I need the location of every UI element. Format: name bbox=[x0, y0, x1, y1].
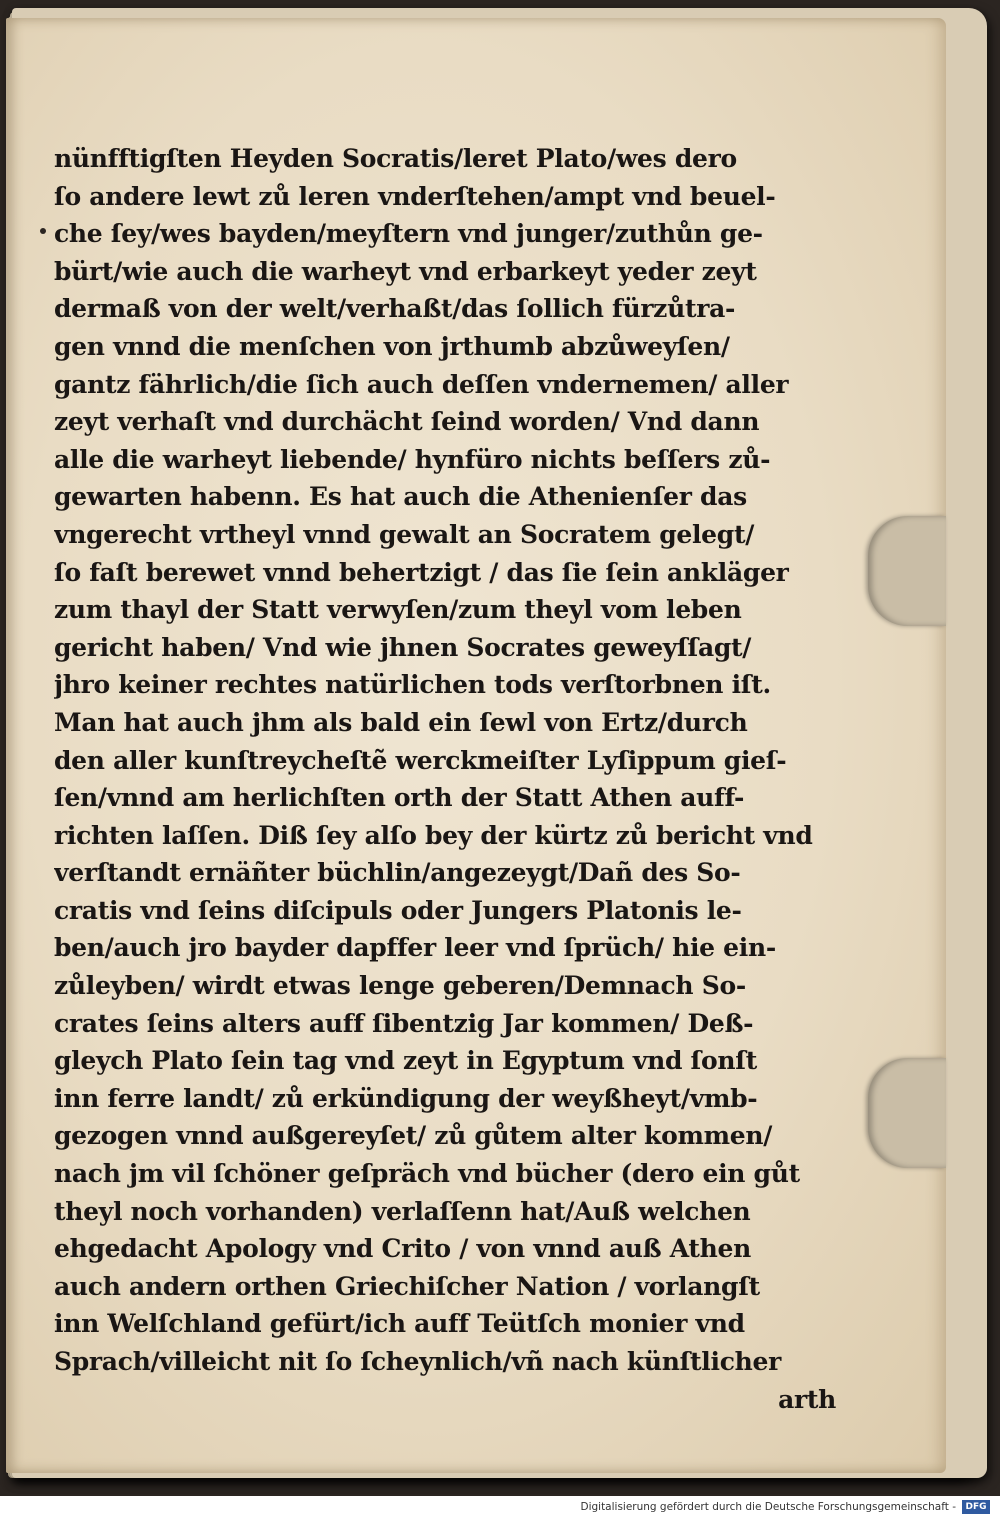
text-line: crates ſeins alters auff ſibentzig Jar kommen/ Deß- bbox=[54, 1008, 754, 1038]
text-line: Man hat auch jhm als bald ein ſewl von Ertz/durch bbox=[54, 707, 748, 737]
text-line: vngerecht vrtheyl vnnd gewalt an Socratem gelegt/ bbox=[54, 519, 755, 549]
text-line: nach jm vil ſchöner geſpräch vnd bücher (dero ein gůt bbox=[54, 1159, 800, 1189]
text-line: ben/auch jro bayder dapffer leer vnd ſprüch/ hie ein- bbox=[54, 933, 776, 963]
text-line: den aller kunſtreycheſtẽ werckmeiſter Lyſippum gieſ- bbox=[54, 745, 787, 775]
funding-credit: Digitalisierung gefördert durch die Deutsche Forschungsgemeinschaft - bbox=[580, 1501, 956, 1513]
text-line: gericht haben/ Vnd wie jhnen Socrates geweyſſagt/ bbox=[54, 632, 752, 662]
catchword: arth bbox=[778, 1384, 836, 1414]
text-line: jhro keiner rechtes natürlichen tods verſtorbnen iſt. bbox=[54, 670, 771, 700]
text-line: inn Welſchland gefürt/ich auff Teütſch monier vnd bbox=[54, 1309, 745, 1339]
text-line: verſtandt ernäñter büchlin/angezeygt/Dañ des So- bbox=[54, 858, 741, 888]
text-line: gantz fährlich/die ſich auch deſſen vndernemen/ aller bbox=[54, 369, 789, 399]
margin-mark bbox=[40, 228, 46, 234]
text-line: gezogen vnnd außgereyſet/ zů gůtem alter kommen/ bbox=[54, 1121, 773, 1151]
text-line: ſen/vnnd am herlichſten orth der Statt Athen auff- bbox=[54, 783, 745, 813]
text-line: ehgedacht Apology vnd Crito / von vnnd auß Athen bbox=[54, 1234, 752, 1264]
clip-tab bbox=[868, 1058, 946, 1168]
text-line: richten laſſen. Diß ſey alſo bey der kürtz zů bericht vnd bbox=[54, 820, 813, 850]
text-line: nünfftigſten Heyden Socratis/leret Plato/wes dero bbox=[54, 144, 737, 173]
text-line: zeyt verhaſt vnd durchächt ſeind worden/ Vnd dann bbox=[54, 407, 760, 437]
text-line: inn ferre landt/ zů erkündigung der weyßheyt/vmb- bbox=[54, 1083, 758, 1113]
text-line: theyl noch vorhanden) verlaſſenn hat/Auß welchen bbox=[54, 1196, 751, 1226]
text-line: alle die warheyt liebende/ hynfüro nichts beſſers zů- bbox=[54, 444, 771, 474]
text-line: gen vnnd die menſchen von jrthumb abzůweyſen/ bbox=[54, 331, 730, 361]
text-line: zůleyben/ wirdt etwas lenge geberen/Demnach So- bbox=[54, 971, 746, 1001]
dfg-logo[interactable]: DFG bbox=[962, 1500, 990, 1514]
text-line: bürt/wie auch die warheyt vnd erbarkeyt yeder zeyt bbox=[54, 256, 757, 286]
text-line: che ſey/wes bayden/meyſtern vnd junger/zuthůn ge- bbox=[54, 219, 763, 249]
text-line: gewarten habenn. Es hat auch die Athenienſer das bbox=[54, 482, 747, 512]
text-line: cratis vnd ſeins diſcipuls oder Jungers Platonis le- bbox=[54, 895, 742, 925]
book-page bbox=[6, 18, 946, 1473]
text-line: auch andern orthen Griechiſcher Nation / vorlangſt bbox=[54, 1271, 760, 1301]
text-line: ſo andere lewt zů leren vnderſtehen/ampt vnd beuel- bbox=[54, 181, 776, 211]
text-line: zum thayl der Statt verwyſen/zum theyl vom leben bbox=[54, 595, 742, 625]
text-line: Sprach/villeicht nit ſo ſcheynlich/vñ nach künſtlicher bbox=[54, 1347, 781, 1376]
body-text bbox=[54, 140, 854, 1418]
text-line: ſo faſt berewet vnnd behertzigt / das ſie ſein ankläger bbox=[54, 557, 789, 587]
clip-tab bbox=[868, 516, 946, 626]
footer-bar bbox=[0, 1496, 1000, 1520]
text-line: dermaß von der welt/verhaßt/das ſollich fürzůtra- bbox=[54, 294, 736, 324]
text-line: gleych Plato ſein tag vnd zeyt in Egyptum vnd ſonſt bbox=[54, 1046, 757, 1076]
